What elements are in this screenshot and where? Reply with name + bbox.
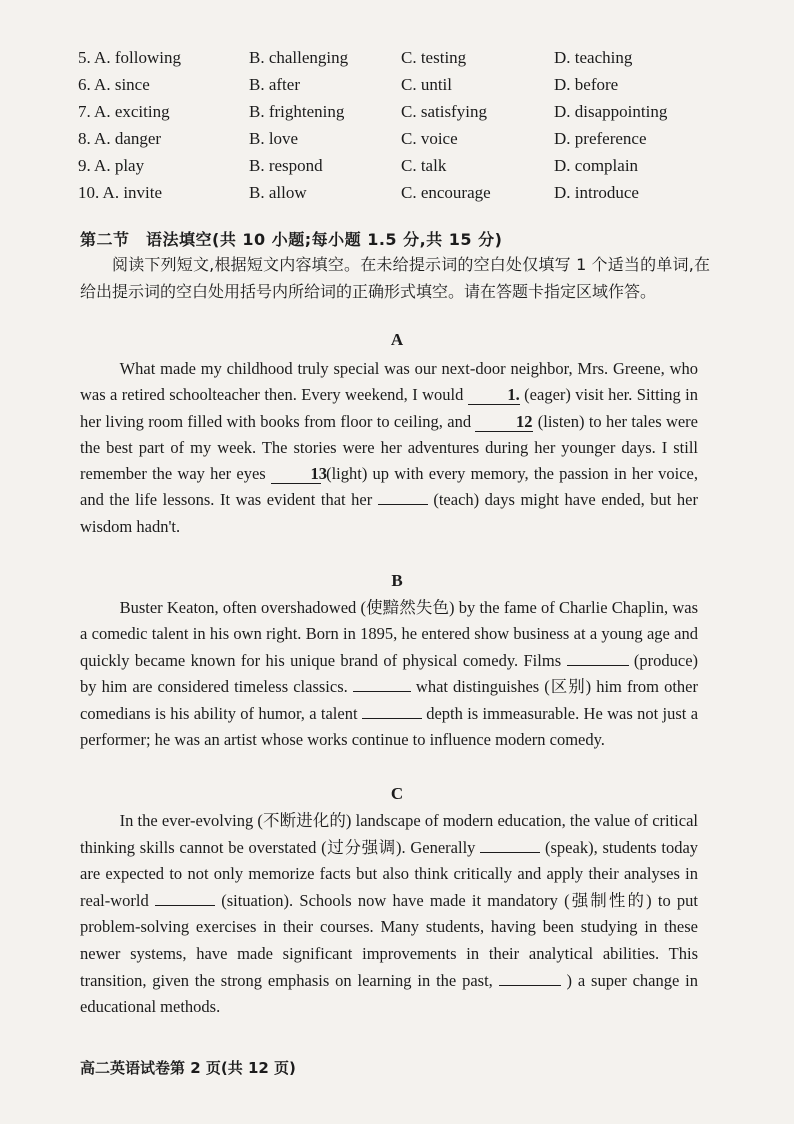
- option-d: D. teaching: [554, 47, 633, 67]
- passage-c-text: ) a super change in educational methods.: [80, 970, 699, 1017]
- answer-blank[interactable]: 12: [475, 413, 533, 432]
- passage-b-text: depth is immeasurable. He was not just a performer; he was an artist whose works continue to influence modern comedy.: [80, 703, 699, 750]
- passage-c-text: (situation). Schools now have made it mandatory (强制性的) to put problem-solving exercises in their courses. Many students, having been studying in these newer systems, have made significant improvements in their analytical abilities. This transition, given the strong emphasis on learning in the past,: [80, 890, 699, 990]
- passage-c: [80, 808, 698, 1021]
- passage-b-title: B: [391, 571, 403, 590]
- answer-blank[interactable]: [353, 691, 411, 692]
- option-d: D. disappointing: [554, 101, 668, 121]
- option-a: 8. A. danger: [78, 128, 162, 148]
- answer-blank[interactable]: [378, 504, 428, 505]
- option-row: [78, 125, 738, 152]
- options-block: [78, 44, 738, 206]
- passage-a-text: (light) up with every memory, the passion in her voice, and the life lessons. It was evident that her: [80, 464, 699, 510]
- passage-a-text: (eager) visit her. Sitting in her living room filled with books from floor to ceiling, and: [80, 385, 699, 431]
- option-a: 7. A. exciting: [78, 101, 170, 121]
- answer-blank[interactable]: 13: [271, 465, 321, 484]
- answer-blank[interactable]: [155, 905, 215, 906]
- passage-c-text: (speak), students today are expected to not only memorize facts but also think critically and apply their analyses in real-world: [80, 837, 699, 910]
- option-c: C. satisfying: [401, 101, 487, 121]
- passage-a: [80, 356, 698, 540]
- option-b: B. challenging: [249, 47, 349, 67]
- option-b: B. respond: [249, 155, 323, 175]
- passage-a-text: (listen) to her tales were the best part of my week. The stories were her adventures during her younger days. I still remember the way her eyes: [80, 411, 698, 484]
- passage-a-text: What made my childhood truly special was our next-door neighbor, Mrs. Greene, who was a retired schoolteacher then. Every weekend, I would: [80, 359, 698, 405]
- option-d: D. introduce: [554, 182, 639, 202]
- passage-b-text: what distinguishes (区别) him from other comedians is his ability of humor, a talent: [80, 677, 698, 723]
- passage-c-title: C: [390, 784, 404, 803]
- option-row: [78, 98, 738, 125]
- answer-blank[interactable]: [362, 718, 422, 719]
- answer-blank[interactable]: [567, 665, 629, 666]
- option-c: C. testing: [401, 47, 467, 67]
- option-a: 9. A. play: [78, 155, 145, 175]
- option-row: [78, 44, 738, 71]
- passage-c-text: In the ever-evolving (不断进化的) landscape of modern education, the value of critical thinking skills cannot be overstated (过分强调). Generally: [80, 811, 698, 857]
- answer-blank[interactable]: 1.: [468, 386, 520, 405]
- option-b: B. frightening: [249, 101, 345, 121]
- option-b: B. love: [249, 128, 299, 148]
- passage-b-text: (produce) by him are considered timeless classics.: [80, 650, 699, 697]
- passage-b-text: Buster Keaton, often overshadowed (使黯然失色) by the fame of Charlie Chaplin, was a comedic talent in his own right. Born in 1895, he entered show business at a young age and quickly became known for his unique brand of physical comedy. Films: [80, 598, 698, 670]
- option-d: D. before: [554, 74, 619, 94]
- option-c: C. until: [401, 74, 453, 94]
- passage-b: [80, 595, 698, 753]
- option-row: [78, 152, 738, 179]
- option-b: B. after: [249, 74, 300, 94]
- answer-blank[interactable]: [499, 985, 561, 986]
- answer-blank[interactable]: [480, 852, 540, 853]
- option-row: [78, 71, 738, 98]
- instructions-text: 阅读下列短文,根据短文内容填空。在未给提示词的空白处仅填写 1 个适当的单词,在给出提示词的空白处用括号内所给词的正确形式填空。请在答题卡指定区域作答。: [80, 255, 710, 301]
- option-d: D. preference: [554, 128, 647, 148]
- passage-a-title: A: [390, 330, 404, 349]
- page-footer: 高二英语试卷第 2 页(共 12 页): [80, 1059, 296, 1077]
- option-a: 6. A. since: [78, 74, 150, 94]
- option-a: 5. A. following: [78, 47, 181, 67]
- option-d: D. complain: [554, 155, 639, 175]
- section-heading: 第二节 语法填空(共 10 小题;每小题 1.5 分,共 15 分): [80, 230, 503, 249]
- option-c: C. encourage: [401, 182, 491, 202]
- passage-a-text: (teach) days might have ended, but her wisdom hadn't.: [80, 490, 698, 536]
- option-row: [78, 179, 738, 206]
- option-a: 10. A. invite: [78, 182, 163, 202]
- option-c: C. voice: [401, 128, 458, 148]
- section-instructions: [80, 252, 710, 305]
- option-b: B. allow: [249, 182, 307, 202]
- option-c: C. talk: [401, 155, 447, 175]
